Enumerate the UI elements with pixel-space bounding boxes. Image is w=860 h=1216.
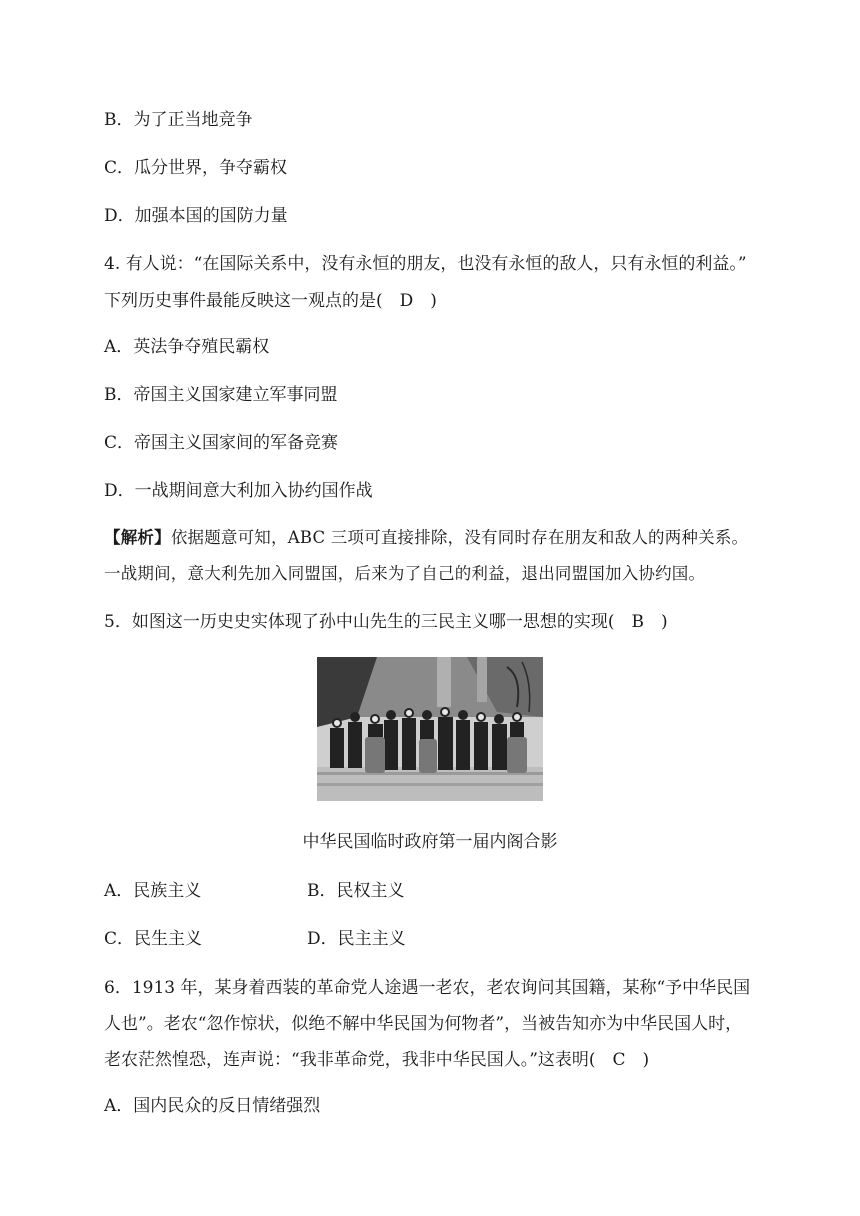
explanation-text-1: 依据题意可知，ABC 三项可直接排除，没有同时存在朋友和敌人的两种关系。 (170, 528, 749, 547)
q6-stem-line3: 老农茫然惶恐，连声说：“我非革命党，我非中华民国人。”这表明( C ) (104, 1050, 650, 1070)
q3-option-b: B．为了正当地竞争 (104, 110, 253, 130)
q3-option-c: C．瓜分世界，争夺霸权 (104, 158, 288, 178)
explanation-tag: 【解析】 (104, 528, 171, 547)
q4-explanation-line2: 一战期间，意大利先加入同盟国，后来为了自己的利益，退出同盟国加入协约国。 (104, 564, 706, 583)
q5-option-c: C．民生主义 (104, 929, 203, 949)
q6-stem-line2: 人也”。老农“忽作惊状，似绝不解中华民国为何物者”，当被告知亦为中华民国人时， (104, 1014, 743, 1034)
q5-stem: 5．如图这一历史史实体现了孙中山先生的三民主义哪一思想的实现( B ) (104, 612, 668, 632)
q6-option-a: A．国内民众的反日情绪强烈 (104, 1096, 321, 1116)
q4-option-c: C．帝国主义国家间的军备竞赛 (104, 433, 339, 453)
q4-option-d: D．一战期间意大利加入协约国作战 (104, 481, 373, 501)
q4-option-b: B．帝国主义国家建立军事同盟 (104, 385, 338, 405)
q4-stem-line2: 下列历史事件最能反映这一观点的是( D ) (104, 291, 437, 311)
q5-option-d: D．民主主义 (307, 929, 406, 949)
cabinet-group-photo (317, 657, 543, 801)
q4-stem-line1: 4. 有人说：“在国际关系中，没有永恒的朋友，也没有永恒的敌人，只有永恒的利益。” (104, 254, 747, 274)
q5-option-b: B．民权主义 (307, 881, 405, 901)
q5-option-a: A．民族主义 (104, 881, 202, 901)
q4-explanation-line1 (104, 527, 748, 549)
photo-caption: 中华民国临时政府第一届内阁合影 (302, 832, 558, 852)
q6-stem-line1: 6．1913 年，某身着西装的革命党人途遇一老农，老农询问其国籍，某称“予中华民国 (104, 978, 751, 998)
q4-option-a: A．英法争夺殖民霸权 (104, 337, 270, 357)
q3-option-d: D．加强本国的国防力量 (104, 206, 288, 226)
